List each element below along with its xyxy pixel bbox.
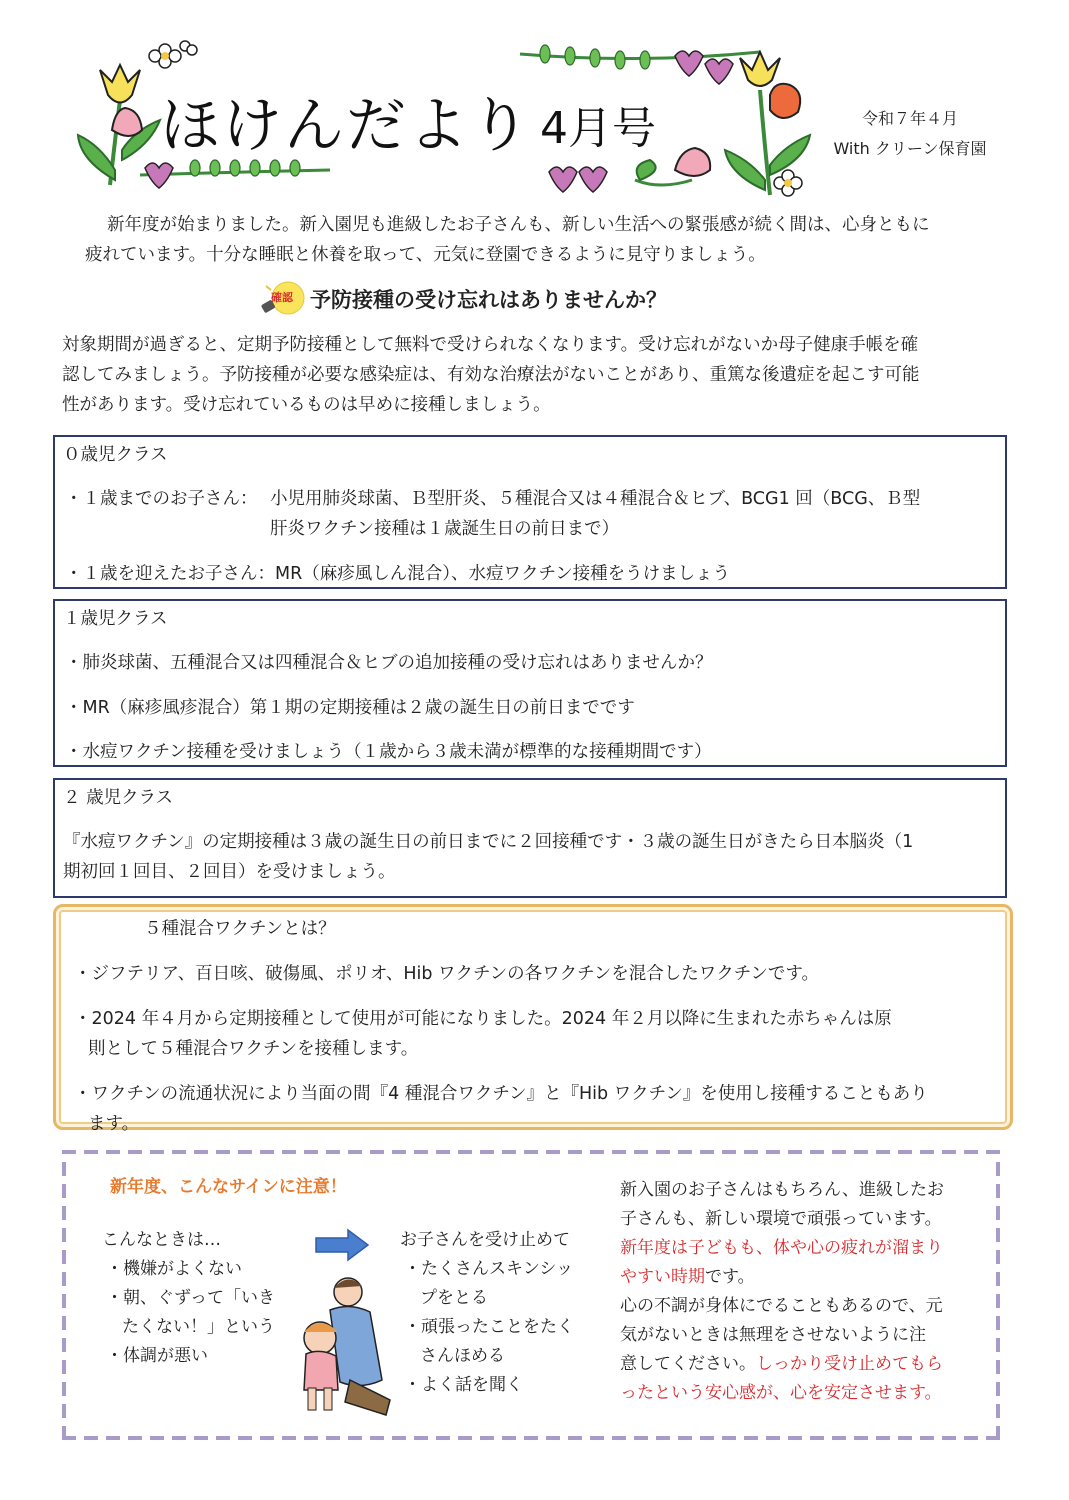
- class-1-item: ・肺炎球菌、五種混合又は四種混合＆ヒブの追加接種の受け忘れはありませんか？: [65, 653, 713, 673]
- class-0-box: [53, 435, 1007, 589]
- vaccine-para-line: 性があります。受け忘れているものは早めに接種しましょう。: [62, 395, 551, 415]
- date-block: [820, 104, 1000, 164]
- vaccine-para-line: 対象期間が過ぎると、定期予防接種として無料で受けられなくなります。受け忘れがないか母子健康手帳を確: [62, 335, 919, 355]
- five-vaccine-item: ・ジフテリア、百日咳、破傷風、ポリオ、Hib ワクチンの各ワクチンを混合したワクチンです。: [74, 964, 820, 984]
- vaccine-heading: 予防接種の受け忘れはありませんか？: [310, 288, 667, 312]
- school-name: With クリーン保育園: [833, 139, 987, 158]
- right-line: 新入園のお子さんはもちろん、進級したお: [620, 1180, 945, 1200]
- class-0-item1-lead: ・１歳までのお子さん：: [65, 489, 258, 509]
- class-2-line: 期初回１回目、２回目）を受けましょう。: [63, 862, 396, 882]
- five-vaccine-box: [53, 904, 1013, 1134]
- intro-text: [85, 210, 1005, 270]
- right-red-line: 新年度は子どもも、体や心の疲れが溜まり: [620, 1238, 943, 1258]
- class-2-line: 『水痘ワクチン』の定期接種は３歳の誕生日の前日までに２回接種です・３歳の誕生日がきたら日本脳炎（1: [63, 832, 914, 852]
- class-0-title: ０歳児クラス: [63, 445, 168, 465]
- vaccine-paragraph: [62, 330, 1002, 420]
- newsletter-title: ほけんだより: [160, 91, 532, 161]
- confirm-badge: 確認: [271, 291, 293, 304]
- when-item: ・体調が悪い: [106, 1346, 208, 1366]
- class-1-title: １歳児クラス: [63, 609, 168, 629]
- class-2-title: ２ 歳児クラス: [63, 788, 174, 808]
- when-item: たくない！」という: [122, 1317, 275, 1337]
- five-vaccine-item: ・ワクチンの流通状況により当面の間『4 種混合ワクチン』と『Hib ワクチン』を使用し接種することもあり: [74, 1084, 928, 1104]
- signs-frame: [62, 1150, 1000, 1440]
- right-red-line: ったという安心感が、心を安定させます。: [620, 1383, 942, 1403]
- right-red-line: やすい時期: [620, 1267, 705, 1287]
- class-1-box: [53, 599, 1007, 767]
- signs-heading: 新年度、こんなサインに注意！: [110, 1177, 347, 1197]
- when-list: [102, 1226, 275, 1371]
- class-1-item: ・水痘ワクチン接種を受けましょう（１歳から３歳未満が標準的な接種期間です）: [65, 742, 712, 762]
- right-line: 気がないときは無理をさせないように注: [620, 1325, 926, 1345]
- response-item: ・たくさんスキンシッ: [404, 1259, 574, 1279]
- response-item: プをとる: [420, 1288, 488, 1308]
- intro-line-1: 新年度が始まりました。新入園児も進級したお子さんも、新しい生活への緊張感が続く間は、心身ともに: [107, 215, 930, 235]
- five-vaccine-item-cont: 則として５種混合ワクチンを接種します。: [88, 1039, 419, 1059]
- response-title: お子さんを受け止めて: [400, 1230, 570, 1250]
- five-vaccine-item: ・2024 年４月から定期接種として使用が可能になりました。2024 年２月以降に生まれた赤ちゃんは原: [74, 1009, 892, 1029]
- right-line: です。: [705, 1267, 755, 1287]
- when-item: ・朝、ぐずって「いき: [106, 1288, 275, 1308]
- class-0-item1-text: 小児用肺炎球菌、Ｂ型肝炎、５種混合又は４種混合＆ヒブ、BCG1 回（BCG、Ｂ型: [270, 489, 921, 509]
- class-2-box: [53, 778, 1007, 898]
- five-vaccine-title: ５種混合ワクチンとは？: [144, 919, 336, 939]
- vaccine-para-line: 認してみましょう。予防接種が必要な感染症は、有効な治療法がないことがあり、重篤な後遺症を起こす可能: [62, 365, 920, 385]
- right-line: 意してください。: [620, 1354, 756, 1374]
- class-1-item: ・MR（麻疹風疹混合）第１期の定期接種は２歳の誕生日の前日までです: [65, 698, 635, 718]
- response-item: ・頑張ったことをたく: [404, 1317, 574, 1337]
- class-0-item2: ・１歳を迎えたお子さん：MR（麻疹風しん混合）、水痘ワクチン接種をうけましょう: [65, 564, 731, 584]
- right-red-line: しっかり受け止めてもら: [756, 1354, 943, 1374]
- right-line: 子さんも、新しい環境で頑張っています。: [620, 1209, 942, 1229]
- flower-icon: [140, 36, 200, 76]
- response-item: ・よく話を聞く: [404, 1375, 523, 1395]
- response-list: [400, 1226, 574, 1400]
- class-0-item1-cont: 肝炎ワクチン接種は１歳誕生日の前日まで）: [270, 519, 620, 539]
- when-title: こんなときは…: [102, 1230, 221, 1250]
- response-item: さんほめる: [420, 1346, 505, 1366]
- right-line: 心の不調が身体にでることもあるので、元: [620, 1296, 943, 1316]
- signs-right-text: [620, 1176, 944, 1408]
- intro-line-2: 疲れています。十分な睡眠と休養を取って、元気に登園できるように見守りましょう。: [85, 245, 766, 265]
- parent-hug-illustration: [290, 1270, 400, 1420]
- flower-small-icon: [770, 168, 806, 198]
- issue-date: 令和７年４月: [861, 109, 958, 128]
- five-vaccine-item-cont: ます。: [88, 1114, 140, 1134]
- when-item: ・機嫌がよくない: [106, 1259, 242, 1279]
- arrow-right-icon: [314, 1228, 370, 1262]
- heart-pair-icon: [545, 160, 615, 200]
- issue-label: 4月号: [540, 103, 656, 154]
